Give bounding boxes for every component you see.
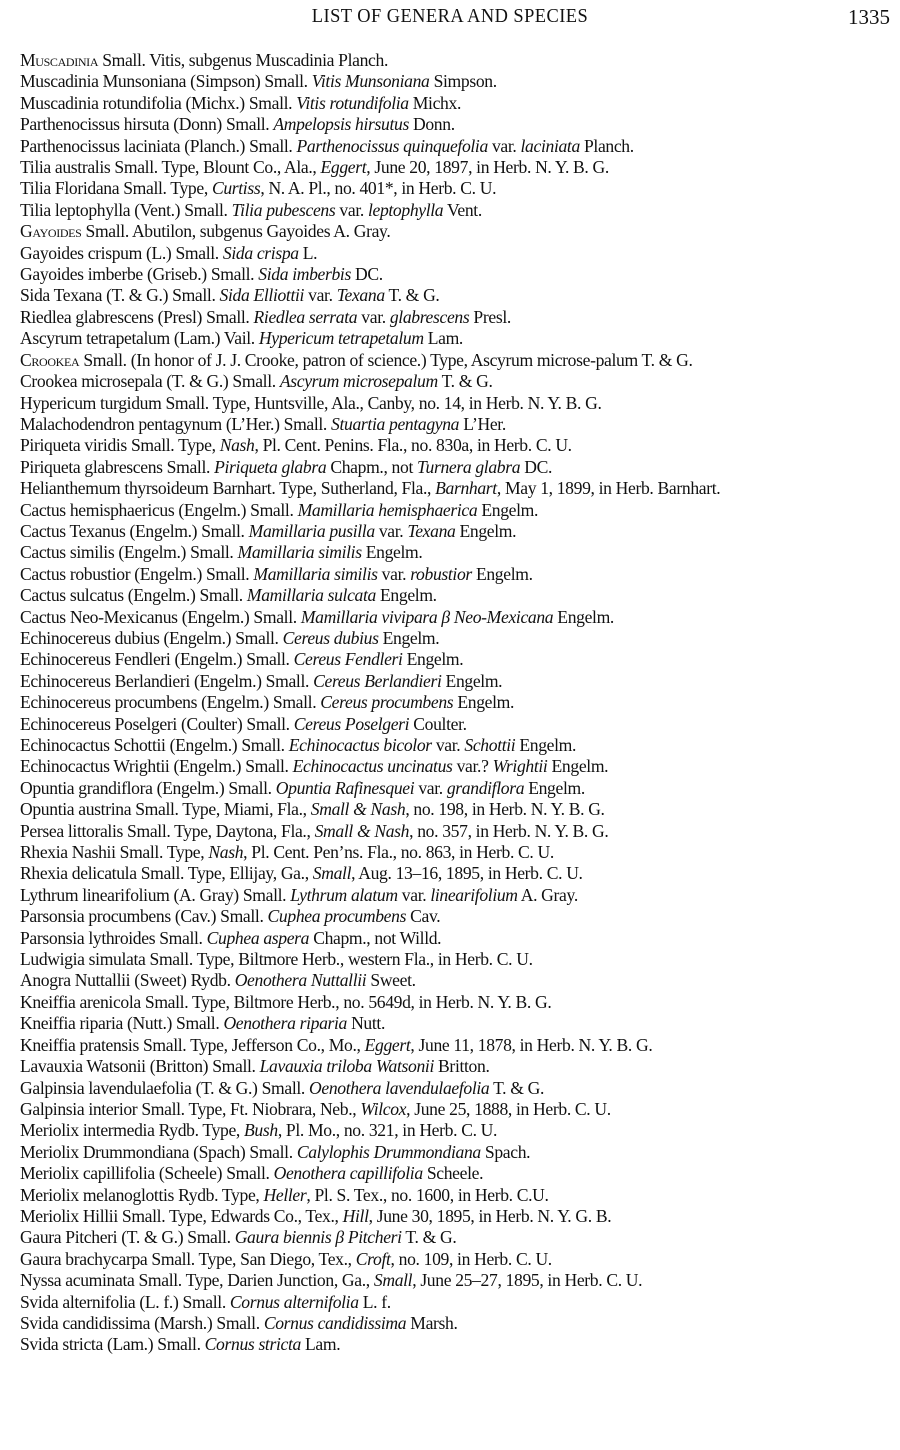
list-entry [12, 542, 890, 563]
italic-name: Curtiss [211, 178, 261, 199]
entry-text: Persea littoralis Small. Type, Daytona, Fla., [20, 820, 315, 841]
italic-name: Turnera glabra [417, 456, 521, 477]
entry-text: Planch. [579, 135, 634, 156]
page-number: 1335 [848, 5, 890, 29]
list-entry [12, 649, 890, 670]
list-entry [12, 500, 890, 521]
entry-text: Cactus Texanus (Engelm.) Small. [20, 520, 249, 541]
entry-text: Engelm. [553, 606, 614, 627]
list-entry [12, 1292, 890, 1313]
entry-text: Cactus similis (Engelm.) Small. [20, 542, 238, 563]
entry-text: Hypericum turgidum Small. Type, Huntsville, Ala., Canby, no. 14, in Herb. N. Y. B. G. [20, 392, 602, 413]
list-entry [12, 521, 890, 542]
entry-text: , Pl. S. Tex., no. 1600, in Herb. C.U. [306, 1184, 549, 1205]
list-entry [12, 928, 890, 949]
italic-name: Barnhart [435, 478, 497, 499]
italic-name: Nash [208, 842, 244, 863]
entry-text: Parsonsia lythroides Small. [20, 927, 207, 948]
entry-text: , June 20, 1897, in Herb. N. Y. B. G. [366, 157, 609, 178]
italic-name: leptophylla [367, 199, 444, 220]
entry-text: Opuntia austrina Small. Type, Miami, Fla., [20, 799, 311, 820]
list-entry [12, 778, 890, 799]
italic-name: Wilcox [360, 1098, 407, 1119]
entry-text: Parsonsia procumbens (Cav.) Small. [20, 906, 268, 927]
italic-name: Cereus Fendleri [293, 649, 403, 670]
entry-text: Kneiffia pratensis Small. Type, Jefferson Co., Mo., [20, 1034, 365, 1055]
italic-name: Hypericum tetrapetalum [258, 328, 424, 349]
entry-text: Michx. [408, 92, 462, 113]
list-entry [12, 157, 890, 178]
entry-text: Meriolix melanoglottis Rydb. Type, [20, 1184, 264, 1205]
entry-text: Chapm., not [326, 456, 418, 477]
entry-text: Helianthemum thyrsoideum Barnhart. Type, Sutherland, Fla., [20, 478, 436, 499]
entry-text: Echinocereus Berlandieri (Engelm.) Small. [20, 670, 314, 691]
entry-text: Svida alternifolia (L. f.) Small. [20, 1291, 230, 1312]
entry-text: Engelm. [378, 627, 440, 648]
italic-name: Cornus alternifolia [229, 1291, 359, 1312]
entry-text: Lam. [300, 1334, 341, 1355]
italic-name: Sida crispa [222, 242, 299, 263]
italic-name: Hill [342, 1205, 369, 1226]
list-entry [12, 1313, 890, 1334]
entry-text: Engelm. [524, 777, 585, 798]
entry-text: Small. (In honor of J. J. Crooke, patron of science.) Type, Ascyrum microse-palum T. & G. [79, 349, 693, 370]
italic-name: Sida imberbis [258, 264, 351, 285]
list-entry [12, 992, 890, 1013]
italic-name: Small [312, 863, 352, 884]
italic-name: Nash [219, 435, 255, 456]
list-entry [12, 371, 890, 392]
italic-name: Tilia pubescens [231, 199, 336, 220]
entry-text: Rhexia delicatula Small. Type, Ellijay, Ga., [20, 863, 313, 884]
entry-text: Cactus hemisphaericus (Engelm.) Small. [20, 499, 298, 520]
italic-name: Sida Elliottii [219, 285, 305, 306]
entry-text: Presl. [469, 306, 511, 327]
list-entry [12, 1334, 890, 1355]
italic-name: grandiflora [446, 777, 525, 798]
list-entry [12, 1099, 890, 1120]
list-entry [12, 243, 890, 264]
entry-text: Engelm. [477, 499, 539, 520]
italic-name: Gaura biennis β Pitcheri [234, 1227, 402, 1248]
list-entry [12, 307, 890, 328]
entry-text: Small. Abutilon, subgenus Gayoides A. Gray. [81, 221, 391, 242]
entry-text: , June 30, 1895, in Herb. N. Y. G. B. [368, 1205, 612, 1226]
list-entry [12, 221, 890, 242]
entry-text: Gaura Pitcheri (T. & G.) Small. [20, 1227, 235, 1248]
italic-name: Mamillaria vivipara β Neo-Mexicana [300, 606, 554, 627]
genus-heading: Gayoides [20, 221, 82, 242]
list-entry [12, 799, 890, 820]
italic-name: Cereus dubius [282, 627, 379, 648]
italic-name: Small [373, 1270, 413, 1291]
list-entry [12, 50, 890, 71]
entry-text: Echinocactus Wrightii (Engelm.) Small. [20, 756, 293, 777]
entry-text: Riedlea glabrescens (Presl) Small. [20, 306, 254, 327]
list-entry [12, 1249, 890, 1270]
entry-text: , N. A. Pl., no. 401*, in Herb. C. U. [260, 178, 497, 199]
entry-text: A. Gray. [517, 884, 578, 905]
italic-name: Cuphea procumbens [267, 906, 407, 927]
entry-text: Cav. [406, 906, 441, 927]
entry-text: Simpson. [429, 71, 497, 92]
entry-text: Gaura brachycarpa Small. Type, San Diego, Tex., [20, 1248, 356, 1269]
entry-text: Malachodendron pentagynum (L’Her.) Small. [20, 413, 332, 434]
entry-text: var. [304, 285, 337, 306]
entry-text: Engelm. [375, 585, 437, 606]
entry-text: Small. Vitis, subgenus Muscadinia Planch. [98, 50, 388, 70]
running-head [0, 5, 900, 33]
italic-name: glabrescens [389, 306, 470, 327]
entry-text: var. [357, 306, 390, 327]
italic-name: Ascyrum microsepalum [279, 371, 438, 392]
list-entry [12, 564, 890, 585]
genus-heading: Muscadinia [20, 50, 99, 70]
italic-name: Small & Nash [314, 820, 410, 841]
entry-text: Spach. [480, 1141, 531, 1162]
italic-name: Oenothera riparia [223, 1013, 348, 1034]
entry-text: Marsh. [406, 1312, 458, 1333]
italic-name: Bush [244, 1120, 278, 1141]
entry-text: Coulter. [409, 713, 467, 734]
entry-text: Engelm. [547, 756, 609, 777]
list-entry [12, 607, 890, 628]
list-entry [12, 285, 890, 306]
italic-name: Eggert [364, 1034, 411, 1055]
list-entry [12, 863, 890, 884]
entry-text: Ludwigia simulata Small. Type, Biltmore Herb., western Fla., in Herb. C. U. [20, 949, 533, 970]
entry-text: Engelm. [515, 735, 577, 755]
entry-text: var. [374, 520, 408, 541]
entry-text: , Pl. Cent. Penins. Fla., no. 830a, in Herb. C. U. [254, 435, 572, 456]
entry-text: Echinocereus Fendleri (Engelm.) Small. [20, 649, 294, 670]
entry-text: , Aug. 13–16, 1895, in Herb. C. U. [351, 863, 583, 884]
list-entry [12, 842, 890, 863]
italic-name: Cereus Poselgeri [293, 713, 410, 734]
list-entry [12, 714, 890, 735]
italic-name: Small & Nash [310, 799, 406, 820]
entry-text: Muscadinia Munsoniana (Simpson) Small. [20, 71, 312, 92]
entry-text: var. [431, 735, 465, 755]
list-entry [12, 414, 890, 435]
italic-name: Ampelopsis hirsutus [273, 114, 409, 135]
list-entry [12, 1142, 890, 1163]
entry-text: Engelm. [455, 520, 517, 541]
entry-text: Crookea microsepala (T. & G.) Small. [20, 371, 280, 392]
entry-text: Britton. [434, 1056, 490, 1077]
entry-text: , Pl. Cent. Pen’ns. Fla., no. 863, in Herb. C. U. [243, 842, 554, 863]
entry-text: Opuntia grandiflora (Engelm.) Small. [20, 777, 276, 798]
list-entry [12, 628, 890, 649]
entry-text: L. [298, 242, 318, 263]
entry-text: Engelm. [471, 563, 533, 584]
list-entry [12, 1185, 890, 1206]
italic-name: Mamillaria similis [253, 563, 378, 584]
list-entry [12, 136, 890, 157]
entry-text: Meriolix intermedia Rydb. Type, [20, 1120, 245, 1141]
italic-name: Vitis Munsoniana [311, 71, 430, 92]
entry-text: , June 11, 1878, in Herb. N. Y. B. G. [410, 1034, 653, 1055]
entry-text: var.? [452, 756, 493, 777]
species-list [12, 50, 890, 1356]
entry-text: Galpinsia lavendulaefolia (T. & G.) Small. [20, 1077, 310, 1098]
italic-name: Riedlea serrata [253, 306, 358, 327]
entry-text: Tilia Floridana Small. Type, [20, 178, 212, 199]
list-entry [12, 1078, 890, 1099]
italic-name: Cereus procumbens [320, 692, 454, 713]
entry-text: Scheele. [422, 1163, 484, 1184]
italic-name: Echinocactus bicolor [288, 735, 432, 755]
entry-text: Piriqueta glabrescens Small. [20, 456, 215, 477]
entry-text: Svida stricta (Lam.) Small. [20, 1334, 205, 1355]
entry-text: Engelm. [361, 542, 423, 563]
list-entry [12, 478, 890, 499]
entry-text: T. & G. [489, 1077, 545, 1098]
italic-name: Schottii [464, 735, 516, 755]
italic-name: Opuntia Rafinesquei [275, 777, 415, 798]
italic-name: Heller [263, 1184, 307, 1205]
entry-text: L. f. [358, 1291, 391, 1312]
italic-name: Oenothera capillifolia [273, 1163, 423, 1184]
list-entry [12, 692, 890, 713]
list-entry [12, 435, 890, 456]
entry-text: , no. 357, in Herb. N. Y. B. G. [409, 820, 609, 841]
entry-text: Svida candidissima (Marsh.) Small. [20, 1312, 264, 1333]
list-entry [12, 1120, 890, 1141]
list-entry [12, 393, 890, 414]
entry-text: Vent. [443, 199, 482, 220]
list-entry [12, 906, 890, 927]
italic-name: Texana [407, 520, 456, 541]
entry-text: var. [377, 563, 411, 584]
entry-text: Chapm., not Willd. [309, 927, 442, 948]
entry-text: Lam. [423, 328, 463, 349]
entry-text: Rhexia Nashii Small. Type, [20, 842, 209, 863]
entry-text: Lavauxia Watsonii (Britton) Small. [20, 1056, 260, 1077]
entry-text: , June 25–27, 1895, in Herb. C. U. [412, 1270, 643, 1291]
italic-name: Mamillaria similis [237, 542, 362, 563]
entry-text: var. [487, 135, 521, 156]
italic-name: Mamillaria hemisphaerica [297, 499, 478, 520]
italic-name: Piriqueta glabra [214, 456, 327, 477]
entry-text: Meriolix capillifolia (Scheele) Small. [20, 1163, 274, 1184]
list-entry [12, 1056, 890, 1077]
list-entry [12, 328, 890, 349]
italic-name: Cuphea aspera [206, 927, 310, 948]
entry-text: T. & G. [437, 371, 493, 392]
entry-text: , no. 198, in Herb. N. Y. B. G. [405, 799, 605, 820]
entry-text: , Pl. Mo., no. 321, in Herb. C. U. [277, 1120, 498, 1141]
list-entry [12, 1013, 890, 1034]
entry-text: Nutt. [347, 1013, 385, 1034]
entry-text: var. [414, 777, 447, 798]
italic-name: Lythrum alatum [290, 884, 398, 905]
list-entry [12, 93, 890, 114]
entry-text: Engelm. [441, 670, 503, 691]
list-entry [12, 350, 890, 371]
entry-text: Muscadinia rotundifolia (Michx.) Small. [20, 92, 297, 113]
italic-name: laciniata [520, 135, 580, 156]
entry-text: Tilia leptophylla (Vent.) Small. [20, 199, 232, 220]
entry-text: Nyssa acuminata Small. Type, Darien Junction, Ga., [20, 1270, 374, 1291]
entry-text: DC. [520, 456, 553, 477]
entry-text: , May 1, 1899, in Herb. Barnhart. [496, 478, 721, 499]
italic-name: Croft [355, 1248, 391, 1269]
italic-name: Cereus Berlandieri [313, 670, 442, 691]
entry-text: DC. [350, 264, 383, 285]
list-entry [12, 1163, 890, 1184]
list-entry [12, 178, 890, 199]
entry-text: Tilia australis Small. Type, Blount Co., Ala., [20, 157, 321, 178]
entry-text: Donn. [408, 114, 455, 135]
entry-text: T. & G. [384, 285, 440, 306]
list-entry [12, 457, 890, 478]
list-entry [12, 114, 890, 135]
italic-name: Stuartia pentagyna [331, 413, 460, 434]
italic-name: robustior [410, 563, 472, 584]
entry-text: Piriqueta viridis Small. Type, [20, 435, 220, 456]
italic-name: Mamillaria pusilla [248, 520, 375, 541]
entry-text: Sweet. [366, 970, 416, 991]
entry-text: Echinocereus Poselgeri (Coulter) Small. [20, 713, 294, 734]
entry-text: , June 25, 1888, in Herb. C. U. [406, 1098, 611, 1119]
list-entry [12, 756, 890, 777]
entry-text: var. [397, 884, 431, 905]
entry-text: Anogra Nuttallii (Sweet) Rydb. [20, 970, 235, 991]
list-entry [12, 71, 890, 92]
entry-text: Kneiffia riparia (Nutt.) Small. [20, 1013, 224, 1034]
list-entry [12, 1035, 890, 1056]
list-entry [12, 885, 890, 906]
entry-text: Cactus robustior (Engelm.) Small. [20, 563, 254, 584]
page-title: LIST OF GENERA AND SPECIES [311, 5, 589, 27]
entry-text: Lythrum linearifolium (A. Gray) Small. [20, 884, 291, 905]
entry-text: Ascyrum tetrapetalum (Lam.) Vail. [20, 328, 259, 349]
entry-text: Kneiffia arenicola Small. Type, Biltmore Herb., no. 5649d, in Herb. N. Y. B. G. [20, 991, 552, 1012]
entry-text: Meriolix Drummondiana (Spach) Small. [20, 1141, 297, 1162]
list-entry [12, 821, 890, 842]
genus-heading: Crookea [20, 349, 80, 370]
entry-text: Sida Texana (T. & G.) Small. [20, 285, 220, 306]
list-entry [12, 1227, 890, 1248]
italic-name: Texana [336, 285, 385, 306]
entry-text: Cactus Neo-Mexicanus (Engelm.) Small. [20, 606, 301, 627]
list-entry [12, 264, 890, 285]
italic-name: Parthenocissus quinquefolia [296, 135, 488, 156]
italic-name: Echinocactus uncinatus [292, 756, 453, 777]
italic-name: Lavauxia triloba Watsonii [259, 1056, 434, 1077]
list-entry [12, 1206, 890, 1227]
list-entry [12, 671, 890, 692]
entry-text: T. & G. [401, 1227, 457, 1248]
italic-name: Wrightii [492, 756, 548, 777]
entry-text: L’Her. [459, 413, 506, 434]
entry-text: Engelm. [402, 649, 464, 670]
list-entry [12, 200, 890, 221]
entry-text: Echinocactus Schottii (Engelm.) Small. [20, 735, 289, 755]
list-entry [12, 949, 890, 970]
entry-text: Parthenocissus hirsuta (Donn) Small. [20, 114, 274, 135]
entry-text: Gayoides crispum (L.) Small. [20, 242, 223, 263]
italic-name: Eggert [320, 157, 367, 178]
entry-text: var. [335, 199, 368, 220]
italic-name: Oenothera Nuttallii [234, 970, 367, 991]
entry-text: , no. 109, in Herb. C. U. [390, 1248, 552, 1269]
italic-name: Vitis rotundifolia [296, 92, 409, 113]
italic-name: Mamillaria sulcata [246, 585, 376, 606]
list-entry [12, 1270, 890, 1291]
italic-name: Calylophis Drummondiana [296, 1141, 481, 1162]
entry-text: Engelm. [453, 692, 515, 713]
entry-text: Gayoides imberbe (Griseb.) Small. [20, 264, 259, 285]
italic-name: Cornus stricta [204, 1334, 301, 1355]
list-entry [12, 970, 890, 991]
entry-text: Echinocereus procumbens (Engelm.) Small. [20, 692, 321, 713]
entry-text: Echinocereus dubius (Engelm.) Small. [20, 627, 283, 648]
list-entry [12, 735, 890, 756]
italic-name: Oenothera lavendulaefolia [309, 1077, 490, 1098]
entry-text: Parthenocissus laciniata (Planch.) Small. [20, 135, 297, 156]
italic-name: linearifolium [430, 884, 518, 905]
entry-text: Meriolix Hillii Small. Type, Edwards Co., Tex., [20, 1205, 343, 1226]
entry-text: Galpinsia interior Small. Type, Ft. Niobrara, Neb., [20, 1098, 361, 1119]
italic-name: Cornus candidissima [263, 1312, 407, 1333]
list-entry [12, 585, 890, 606]
entry-text: Cactus sulcatus (Engelm.) Small. [20, 585, 247, 606]
